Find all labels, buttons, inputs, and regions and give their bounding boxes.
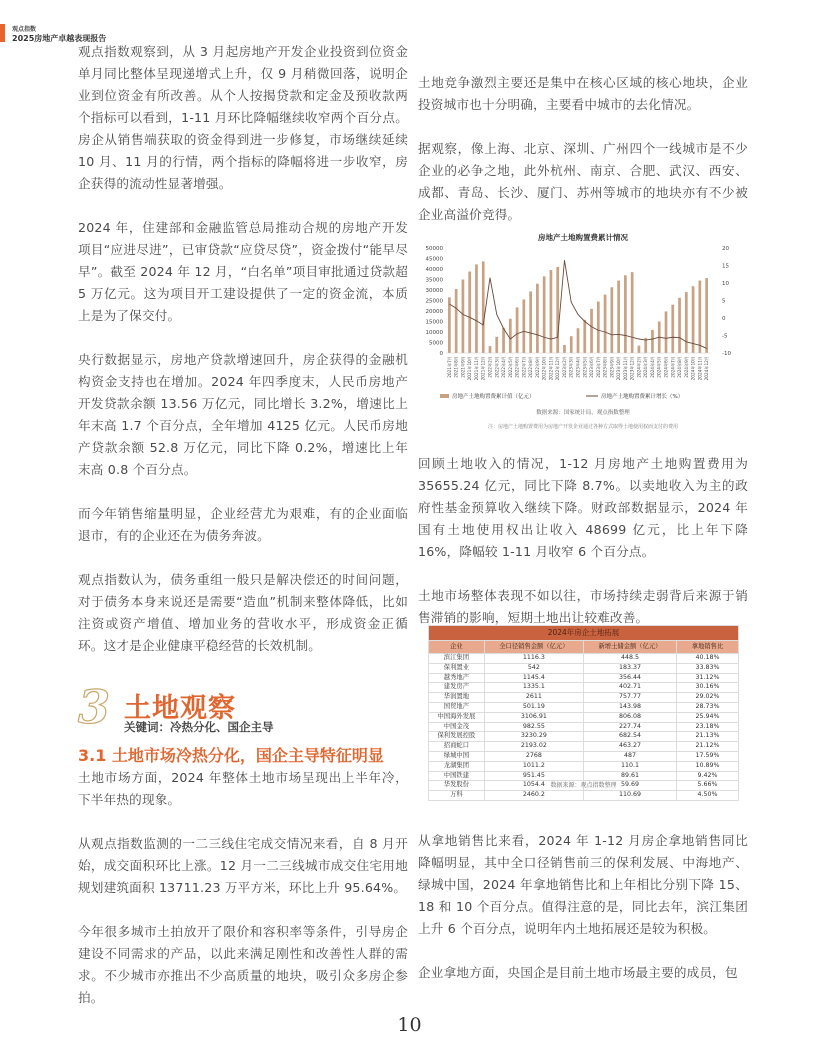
x-tick-label: 2023年7月 (595, 356, 601, 378)
bar-33 (671, 305, 674, 353)
bar-2 (462, 280, 465, 354)
section-title: 土地观察 (124, 693, 236, 724)
x-tick-label: 2022年4月 (501, 356, 507, 378)
table-row (429, 791, 739, 801)
bar-13 (536, 284, 539, 353)
table-cell: 542 (484, 663, 583, 673)
table-cell: 9.42% (676, 771, 738, 781)
y-right-tick: 5 (722, 298, 726, 305)
table-cell: 4.50% (676, 791, 738, 801)
table-cell: 487 (583, 751, 676, 761)
table-header: 拿地销售比 (676, 641, 738, 654)
left-column-top (78, 41, 408, 679)
x-tick-label: 2021年10月 (467, 356, 473, 381)
x-tick-label: 2023年10月 (616, 356, 622, 381)
paragraph: 从观点指数监测的一二三线住宅成交情况来看，自 8 月开始，成交面积环比上涨。12 月一二三线城市成交住宅用地规划建筑面积 13711.23 万平方米，环比上升 95.64%。 (78, 836, 408, 895)
table-cell: 10.89% (676, 761, 738, 771)
x-tick-label: 2024年12月 (704, 356, 710, 381)
table-row (429, 761, 739, 771)
paragraph: 从拿地销售比来看，2024 年 1-12 月房企拿地销售同比降幅明显，其中全口径销售前三的保利发展、中海地产、绿城中国，2024 年拿地销售比和上年相比分别下降 15、18 和 10 个百分点。值得注意的是，同比去年，滨江集团上升 6 个百分点，说明年内土地拓展还是较为积极。 (418, 833, 748, 936)
table-cell: 29.02% (676, 693, 738, 703)
y-left-tick: 15000 (425, 319, 443, 326)
table-source: 数据来源：观点指数整理 (550, 782, 617, 789)
table-row (429, 742, 739, 752)
section-number: 3 (78, 680, 111, 734)
x-tick-label: 2023年3月 (568, 356, 574, 378)
y-left-tick: 35000 (425, 277, 443, 284)
table-cell: 23.18% (676, 722, 738, 732)
x-tick-label: 2022年11月 (548, 356, 554, 381)
y-right-tick: 0 (722, 316, 726, 322)
paragraph: 据观察，像上海、北京、深圳、广州四个一线城市是不少企业的必争之地，此外杭州、南京、合肥、武汉、西安、成都、青岛、长沙、厦门、苏州等城市的地块亦有不少被企业高溢价竞得。 (418, 141, 748, 222)
paragraph: 企业拿地方面，央国企是目前土地市场最主要的成员，包 (418, 965, 738, 980)
bar-27 (631, 272, 634, 353)
x-tick-label: 2024年2月 (636, 356, 642, 378)
table-cell: 1054.4 (484, 781, 583, 791)
table-cell: 建发房产 (429, 683, 485, 693)
paragraph: 观点指数观察到，从 3 月起房地产开发企业投资到位资金单月同比整体呈现递增式上升，仅 9 月稍微回落，说明企业到位资金有所改善。从个人按揭贷款和定金及预收款两个指标可以看到，1-11 月环比降幅继续收窄两个百分点。房企从销售端获取的资金得到进一步修复，市场继续延续 10 月、11 月的行情，两个指标的降幅将进一步收窄，房企获得的流动性显著增强。 (78, 44, 408, 191)
bar-5 (482, 261, 485, 353)
y-left-tick: 20000 (425, 309, 443, 315)
bar-18 (570, 336, 573, 353)
bar-6 (489, 346, 492, 353)
table-cell: 227.74 (583, 722, 676, 732)
bar-32 (665, 311, 668, 353)
y-right-tick: -10 (722, 351, 731, 357)
table-cell: 21.12% (676, 742, 738, 752)
bar-23 (604, 295, 607, 353)
legend-bar-label: 房地产土地购置费累计值（亿元） (452, 394, 535, 400)
table-title: 2024年房企土地拓展 (429, 626, 739, 641)
y-left-tick: 30000 (425, 288, 443, 294)
table-cell: 28.73% (676, 702, 738, 712)
land-expansion-table (428, 625, 739, 801)
table-cell: 国贸地产 (429, 702, 485, 712)
x-tick-label: 2022年8月 (528, 356, 534, 378)
right-column-top (418, 72, 748, 248)
table-header: 企业 (429, 641, 485, 654)
table-cell: 保利发展控股 (429, 732, 485, 742)
subsection-heading: 3.1 土地市场冷热分化，国企主导特征明显 (78, 746, 384, 765)
y-right-tick: 20 (722, 246, 729, 252)
x-tick-label: 2024年4月 (649, 356, 655, 378)
bar-20 (583, 320, 586, 353)
section-keywords: 关键词：冷热分化、国企主导 (124, 720, 274, 734)
table-cell: 滨江集团 (429, 654, 485, 664)
x-tick-label: 2021年12月 (480, 356, 486, 381)
table-header: 全口径销售金额（亿元） (484, 641, 583, 654)
bar-12 (529, 291, 532, 353)
bar-37 (698, 281, 701, 353)
paragraph: 土地市场整体表现不如以往，市场持续走弱背后来源于销售滞销的影响，短期土地出让较难改善。 (418, 588, 748, 625)
chart-source: 数据来源：国家统计局，观点指数整理 (536, 410, 630, 416)
bar-0 (448, 297, 451, 353)
table-cell: 183.37 (583, 663, 676, 673)
table-cell: 110.69 (583, 791, 676, 801)
y-right-tick: 15 (722, 263, 729, 270)
table-row (429, 663, 739, 673)
table-cell: 1145.4 (484, 673, 583, 683)
x-tick-label: 2024年3月 (643, 356, 649, 378)
table-cell: 2611 (484, 693, 583, 703)
x-tick-label: 2023年11月 (622, 356, 628, 381)
table-cell: 3230.29 (484, 732, 583, 742)
paragraph: 土地竞争激烈主要还是集中在核心区域的核心地块，企业投资城市也十分明确，主要看中城市的去化情况。 (418, 75, 748, 112)
table-cell: 保利置业 (429, 663, 485, 673)
table-cell: 中国铁建 (429, 771, 485, 781)
table-cell: 356.44 (583, 673, 676, 683)
y-right-tick: 10 (722, 281, 729, 287)
x-tick-label: 2023年5月 (582, 356, 588, 378)
table-cell: 1011.2 (484, 761, 583, 771)
x-tick-label: 2021年9月 (460, 356, 466, 378)
paragraph: 今年很多城市土拍放开了限价和容积率等条件，引导房企建设不同需求的产品，以此来满足刚性和改善性人群的需求。不少城市亦推出不少高质量的地块，吸引众多房企参拍。 (78, 924, 408, 1005)
header-brand: 观点指数 (12, 26, 37, 33)
table-cell: 华发股份 (429, 781, 485, 791)
x-tick-label: 2024年11月 (697, 356, 703, 381)
table-cell: 143.98 (583, 702, 676, 712)
table-cell: 463.27 (583, 742, 676, 752)
bar-9 (509, 319, 512, 353)
table-cell: 2193.02 (484, 742, 583, 752)
bar-17 (563, 345, 566, 353)
bar-28 (638, 346, 641, 353)
bar-16 (556, 267, 559, 353)
y-left-tick: 10000 (425, 330, 443, 336)
table-row (429, 673, 739, 683)
x-tick-label: 2022年12月 (555, 356, 561, 381)
x-tick-label: 2024年9月 (683, 356, 689, 378)
table-cell: 806.08 (583, 712, 676, 722)
table-cell: 757.77 (583, 693, 676, 703)
table-cell: 21.13% (676, 732, 738, 742)
x-tick-label: 2023年9月 (609, 356, 615, 378)
bar-22 (597, 302, 600, 353)
bar-7 (495, 337, 498, 353)
table-cell: 龙湖集团 (429, 761, 485, 771)
table-cell: 448.5 (583, 654, 676, 664)
bar-19 (577, 328, 580, 353)
x-tick-label: 2022年9月 (534, 356, 540, 378)
header-accent-bar (0, 24, 5, 42)
x-tick-label: 2022年3月 (494, 356, 500, 378)
bar-15 (550, 270, 553, 353)
table-row (429, 702, 739, 712)
y-left-tick: 45000 (425, 256, 443, 263)
section-header (78, 680, 408, 746)
table-cell: 越秀地产 (429, 673, 485, 683)
table-cell: 40.18% (676, 654, 738, 664)
y-left-tick: 50000 (425, 246, 443, 252)
y-left-tick: 0 (439, 351, 443, 357)
bar-14 (543, 276, 546, 353)
bar-21 (590, 309, 593, 353)
table-row (429, 693, 739, 703)
chart-note: 注：房地产土地购置费用为房地产开发企业通过各种方式取得土地使用权而支付的费用 (487, 424, 679, 430)
page-number: 10 (397, 1014, 422, 1036)
bar-35 (685, 292, 688, 353)
y-left-tick: 5000 (429, 340, 443, 347)
table-cell: 59.69 (583, 781, 676, 791)
table-cell: 30.16% (676, 683, 738, 693)
x-tick-label: 2022年10月 (541, 356, 547, 381)
table-row (429, 683, 739, 693)
y-right-tick: -5 (722, 333, 728, 340)
table-row (429, 751, 739, 761)
chart-title: 房地产土地购置费累计情况 (538, 233, 628, 242)
bar-34 (678, 298, 681, 353)
bar-1 (455, 289, 458, 353)
table-header: 新增土储金额（亿元） (583, 641, 676, 654)
table-cell: 951.45 (484, 771, 583, 781)
paragraph: 观点指数认为，债务重组一般只是解决偿还的时间问题，对于债务本身来说还是需要“造血”机制来整体降低，比如注资或资产增值、增加业务的营收水平，形成资金正循环。这才是企业健康平稳经营的长效机制。 (78, 572, 408, 653)
table-row (429, 732, 739, 742)
x-tick-label: 2022年2月 (487, 356, 493, 378)
x-tick-label: 2021年11月 (473, 356, 479, 381)
table-cell: 1335.1 (484, 683, 583, 693)
table-cell: 33.83% (676, 663, 738, 673)
x-tick-label: 2022年6月 (514, 356, 520, 378)
table-cell: 1116.3 (484, 654, 583, 664)
paragraph: 2024 年，住建部和金融监管总局推动合规的房地产开发项目“应进尽进”，已审贷款“应贷尽贷”，资金拨付“能早尽早”。截至 2024 年 12 月，“白名单”项目审批通过贷款超 5 万亿元。这为项目开工建设提供了一定的资金流，本质上是为了保交付。 (78, 220, 408, 323)
y-left-tick: 25000 (425, 298, 443, 305)
header-report-title: 2025房地产卓越表现报告 (12, 34, 107, 43)
table-cell: 982.55 (484, 722, 583, 732)
legend-swatch-bar (440, 394, 449, 398)
table-cell: 25.94% (676, 712, 738, 722)
legend-line-label: 房地产土地购置费累计增长（%） (601, 394, 684, 400)
bar-8 (502, 328, 505, 353)
bar-4 (475, 264, 478, 353)
y-left-tick: 40000 (425, 267, 443, 273)
bar-26 (624, 275, 627, 353)
x-tick-label: 2024年8月 (677, 356, 683, 378)
x-tick-label: 2023年12月 (629, 356, 635, 381)
bar-30 (651, 330, 654, 353)
table-cell: 绿城中国 (429, 751, 485, 761)
x-tick-label: 2022年7月 (521, 356, 527, 378)
paragraph: 央行数据显示，房地产贷款增速回升，房企获得的金融机构资金支持也在增加。2024 年四季度末，人民币房地产开发贷款余额 13.56 万亿元，同比增长 3.2%，增速比上年末高 1.7 个百分点，全年增加 4125 亿元。人民币房地产贷款余额 52.8 万亿元，同比下降 0.2%，增速比上年末高 0.8 个百分点。 (78, 352, 408, 477)
table-cell: 3106.91 (484, 712, 583, 722)
x-tick-label: 2024年10月 (690, 356, 696, 381)
table-cell: 5.66% (676, 781, 738, 791)
x-tick-label: 2021年7月 (446, 356, 452, 378)
x-tick-label: 2021年8月 (453, 356, 459, 378)
paragraph: 土地市场方面，2024 年整体土地市场呈现出上半年冷，下半年热的现象。 (78, 770, 408, 807)
bar-25 (617, 281, 620, 353)
table-cell: 中国海外发展 (429, 712, 485, 722)
x-tick-label: 2022年5月 (507, 356, 513, 378)
bar-24 (610, 287, 613, 353)
bar-3 (468, 272, 471, 353)
table-row (429, 722, 739, 732)
paragraph: 而今年销售缩量明显，企业经营尤为艰难，有的企业面临退市，有的企业还在为债务奔波。 (78, 506, 408, 543)
land-purchase-chart (418, 228, 748, 438)
table-cell: 682.54 (583, 732, 676, 742)
x-tick-label: 2023年2月 (561, 356, 567, 378)
table-cell: 402.71 (583, 683, 676, 693)
x-tick-label: 2024年7月 (670, 356, 676, 378)
table-row (429, 654, 739, 664)
bar-10 (516, 307, 519, 353)
table-cell: 2460.2 (484, 791, 583, 801)
table-cell: 华润置地 (429, 693, 485, 703)
right-column-middle (418, 453, 748, 651)
x-tick-label: 2023年4月 (575, 356, 581, 378)
table-cell: 17.59% (676, 751, 738, 761)
paragraph: 回顾土地收入的情况，1-12 月房地产土地购置费用为 35655.24 亿元，同比下降 8.7%。以卖地收入为主的政府性基金预算收入继续下降。财政部数据显示，2024 年国有土地使用权出让收入 48699 亿元，比上年下降 16%，降幅较 1-11 月收窄 6 个百分点。 (418, 456, 748, 559)
table-cell: 招商蛇口 (429, 742, 485, 752)
table-cell: 110.1 (583, 761, 676, 771)
x-tick-label: 2024年5月 (656, 356, 662, 378)
x-tick-label: 2024年6月 (663, 356, 669, 378)
table-row (429, 712, 739, 722)
table-cell: 501.19 (484, 702, 583, 712)
table-cell: 中国金茂 (429, 722, 485, 732)
table-cell: 89.61 (583, 771, 676, 781)
table-cell: 31.12% (676, 673, 738, 683)
left-column-bottom (78, 767, 408, 1031)
x-tick-label: 2023年6月 (589, 356, 595, 378)
bar-11 (522, 299, 525, 353)
table-cell: 万科 (429, 791, 485, 801)
right-column-bottom (418, 830, 748, 1006)
x-tick-label: 2023年8月 (602, 356, 608, 378)
table-cell: 2768 (484, 751, 583, 761)
bar-38 (705, 278, 708, 353)
